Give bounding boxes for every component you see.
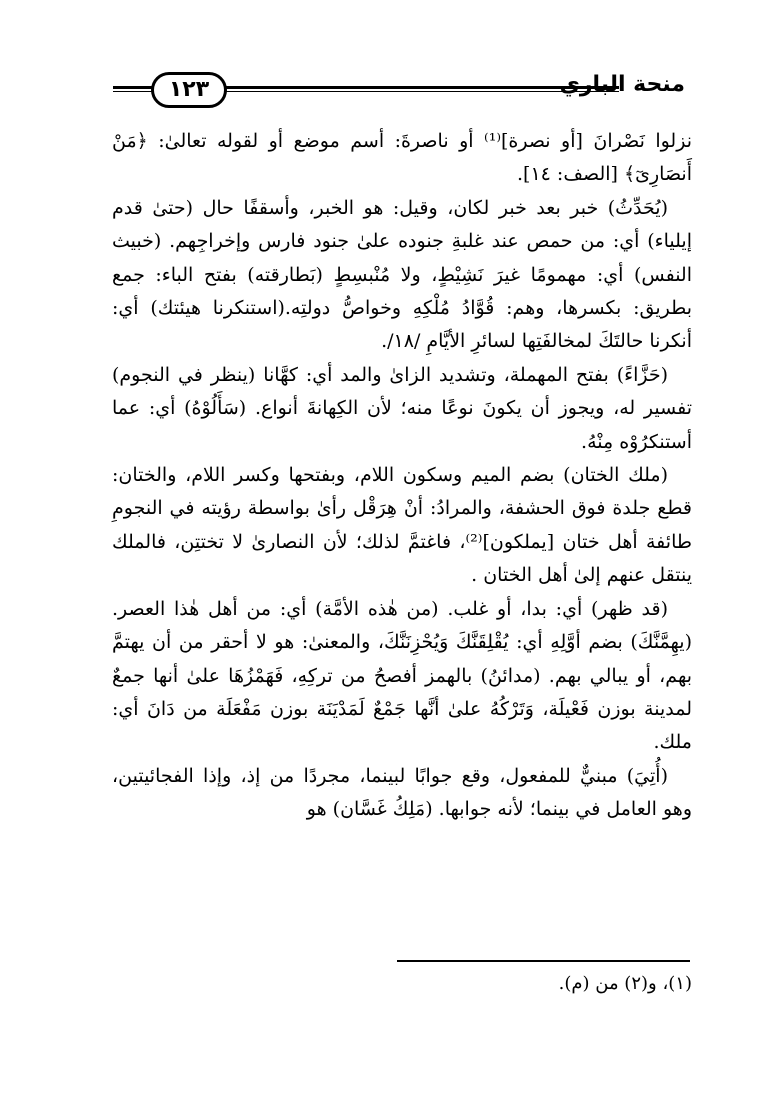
paragraph-4: (ملك الختان) بضم الميم وسكون اللام، وبفتحها وكسر اللام، والختان: قطع جلدة فوق الحشفة، والمرادُ: أنْ هِرَقْل رأىٰ بواسطة رؤيته في النجومِ طائفة أهل ختان [يملكون]⁽²⁾، فاغتمَّ لذلك؛ لأن النصارىٰ لا تختتِن، فالملك ينتقل عنهم إلىٰ أهل الختان . bbox=[112, 464, 692, 587]
paragraph-2: (يُحَدِّثُ) خبر بعد خبر لكان، وقيل: هو الخبر، وأسقفًا حال (حتىٰ قدم إيلياء) أي: من حمص عند غلبةِ جنوده علىٰ جنود فارس وإخراجِهم. (خبيث النفس) أي: مهمومًا غيرَ نَشِيْطٍ، ولا مُنْبسِطٍ (بَطارقته) بفتح الباء: جمع بطريق: بكسرها، وهم: قُوَّادُ مُلْكِهِ وخواصُّ دولتِه.(استنكرنا هيئتك) أي: أنكرنا حالتَكَ لمخالفَتِها لسائرِ الأيَّامِ /١٨/. bbox=[112, 196, 692, 353]
paragraph-5: (قد ظهر) أي: بدا، أو غلب. (من هٰذه الأمَّة) أي: من أهل هٰذا العصر. (يهِمَّنَّكَ) بضم أوَّلِهِ أي: يُقْلِقَنَّكَ وَيُحْزِنَنَّكَ، والمعنىٰ: هو لا أحقر من أن يهتمَّ بهم، أو يبالي بهم. (مدائنُ) بالهمز أفصحُ من تركِهِ، فَهَمْزُهَا علىٰ أنها جمعٌ لمدينة بوزن فَعْيلَة، وَتَرْكُهُ علىٰ أنَّها جَمْعٌ لَمَدْيَنَة بوزن مَفْعَلَة من دَانَ أي: ملك. bbox=[112, 597, 692, 754]
page-number-badge bbox=[151, 72, 227, 108]
paragraph-6: (أُتِيَ) مبنيٌّ للمفعول، وقع جوابًا لبينما، مجردًا من إذ، وإذا الفجائيتين، وهو العامل في بينما؛ لأنه جوابها. (مَلِكُ غَسَّان) هو bbox=[112, 764, 692, 821]
footnote-divider bbox=[397, 960, 690, 962]
footnotes bbox=[112, 970, 692, 998]
paragraph-1: نزلوا نَصْرانَ [أو نصرة]⁽¹⁾ أو ناصرةَ: أسم موضع أو لقوله تعالىٰ: ﴿مَنْ أَنصَارِىٓ﴾ [الصف: ١٤]. bbox=[112, 130, 692, 186]
header-rule-left bbox=[113, 86, 153, 92]
paragraph-3: (حَزَّاءً) بفتح المهملة، وتشديد الزاىٰ والمد أي: كهَّانا (ينظر في النجوم) تفسير له، ويجوز أن يكونَ نوعًا منه؛ لأن الكِهانةَ أنواع. (سَأَلُوْهُ) أي: عما أستنكرُوْه مِنْهُ. bbox=[112, 363, 692, 453]
footnote-1: (١)، و(٢) من (م). bbox=[558, 973, 692, 994]
page-header bbox=[113, 70, 685, 110]
body-text bbox=[112, 125, 692, 827]
running-title: منحة الباري bbox=[559, 72, 685, 97]
page-number: ١٢٣ bbox=[168, 77, 210, 102]
